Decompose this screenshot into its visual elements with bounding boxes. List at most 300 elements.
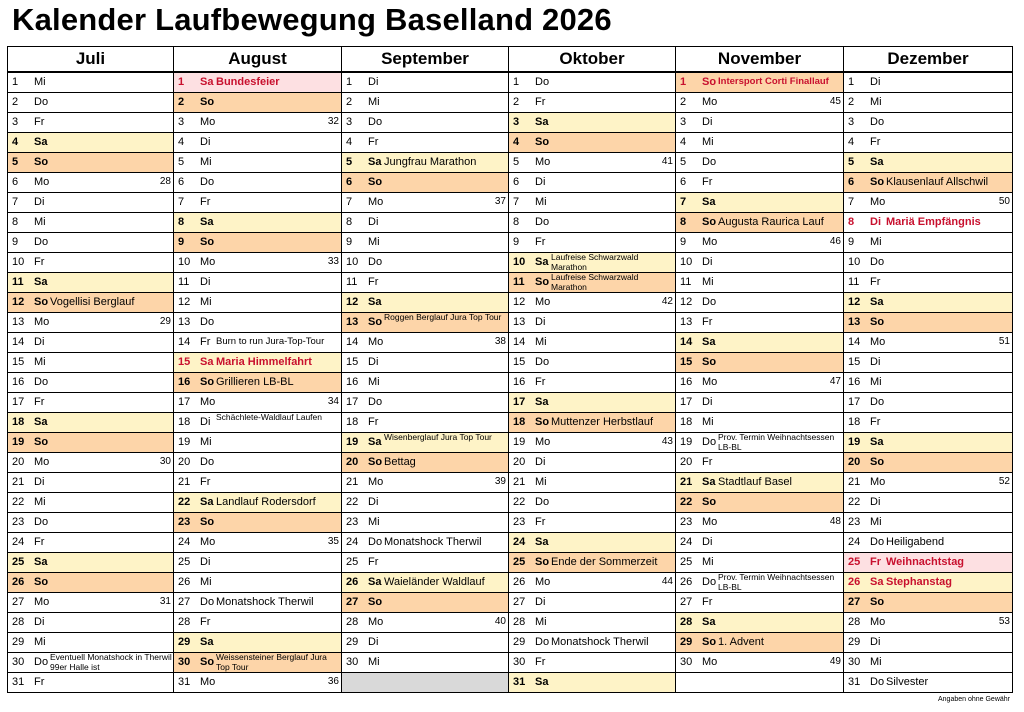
day-cell[interactable] [509,613,676,633]
day-cell[interactable] [844,493,1013,513]
day-cell[interactable] [342,273,509,293]
day-cell[interactable] [8,113,174,133]
day-cell[interactable] [844,273,1013,293]
day-cell[interactable] [844,513,1013,533]
day-cell[interactable] [509,413,676,433]
day-cell[interactable] [844,373,1013,393]
day-cell[interactable] [174,493,342,513]
day-cell[interactable] [342,613,509,633]
day-cell[interactable] [174,653,342,673]
event-label: Monatshock Therwil [551,636,649,648]
day-cell[interactable] [8,133,174,153]
day-cell[interactable] [8,593,174,613]
day-cell[interactable] [676,613,844,633]
day-cell[interactable] [342,213,509,233]
day-number: 13 [513,316,526,328]
day-cell[interactable] [342,413,509,433]
day-cell[interactable] [174,413,342,433]
weekday-label: Mo [200,536,216,548]
day-number: 16 [12,376,25,388]
day-cell[interactable] [8,153,174,173]
weekday-label: Mi [702,276,714,288]
day-number: 12 [680,296,693,308]
day-cell[interactable] [342,93,509,113]
day-cell[interactable] [844,393,1013,413]
day-number: 1 [848,76,855,88]
weekday-label: Sa [368,156,382,168]
day-number: 25 [848,556,861,568]
day-cell[interactable] [844,293,1013,313]
day-number: 17 [848,396,861,408]
weekday-label: Do [870,116,885,128]
day-cell[interactable] [342,493,509,513]
day-number: 4 [346,136,353,148]
day-cell[interactable] [174,553,342,573]
day-cell[interactable] [509,513,676,533]
day-cell[interactable] [676,153,844,173]
day-cell[interactable] [509,113,676,133]
day-cell[interactable] [174,133,342,153]
day-cell[interactable] [174,373,342,393]
weekday-label: Fr [200,476,211,488]
day-cell[interactable] [844,213,1013,233]
weekday-label: Mo [870,476,886,488]
day-cell[interactable] [676,333,844,353]
day-number: 7 [848,196,855,208]
day-cell[interactable] [509,553,676,573]
day-cell[interactable] [342,593,509,613]
weekday-label: Mi [368,236,380,248]
day-cell[interactable] [676,353,844,373]
day-number: 1 [513,76,520,88]
day-cell[interactable] [8,313,174,333]
day-cell[interactable] [509,273,676,293]
day-cell[interactable] [342,333,509,353]
day-cell[interactable] [8,253,174,273]
day-cell[interactable] [8,533,174,553]
day-number: 21 [346,476,359,488]
day-cell[interactable] [509,193,676,213]
day-cell[interactable] [174,93,342,113]
day-cell[interactable] [676,433,844,453]
day-number: 16 [178,376,191,388]
day-row [8,413,1013,433]
day-number: 6 [513,176,520,188]
weekday-label: Di [34,336,45,348]
day-cell[interactable] [676,233,844,253]
day-cell[interactable] [509,673,676,693]
day-cell[interactable] [509,72,676,93]
weekday-label: Mo [200,396,216,408]
day-cell[interactable] [509,533,676,553]
day-cell[interactable] [8,173,174,193]
day-number: 9 [848,236,855,248]
day-cell[interactable] [844,413,1013,433]
day-cell[interactable] [509,373,676,393]
weekday-label: So [368,456,383,468]
day-cell[interactable] [174,353,342,373]
week-number: 43 [661,436,673,447]
day-cell[interactable] [342,373,509,393]
day-cell[interactable] [8,353,174,373]
weekday-label: Fr [368,556,379,568]
day-number: 23 [346,516,359,528]
day-cell[interactable] [174,293,342,313]
weekday-label: Sa [535,256,549,268]
weekday-label: Do [870,536,885,548]
day-cell[interactable] [509,133,676,153]
day-cell[interactable] [342,293,509,313]
day-cell[interactable] [509,653,676,673]
day-cell[interactable] [342,253,509,273]
day-cell[interactable] [8,373,174,393]
day-cell[interactable] [676,593,844,613]
day-cell[interactable] [676,72,844,93]
day-number: 28 [680,616,693,628]
day-number: 2 [346,96,353,108]
day-cell[interactable] [509,313,676,333]
day-cell[interactable] [8,193,174,213]
day-cell[interactable] [509,213,676,233]
day-cell[interactable] [8,333,174,353]
weekday-label: Fr [870,556,881,568]
day-cell[interactable] [174,593,342,613]
week-number: 33 [327,256,339,267]
weekday-label: Do [702,436,717,448]
day-cell[interactable] [844,313,1013,333]
day-cell[interactable] [174,333,342,353]
day-row [8,173,1013,193]
weekday-label: Mi [34,636,46,648]
day-cell[interactable] [8,213,174,233]
day-cell[interactable] [8,233,174,253]
day-cell[interactable] [174,433,342,453]
day-cell[interactable] [174,153,342,173]
day-cell[interactable] [8,633,174,653]
day-cell[interactable] [844,593,1013,613]
weekday-label: Di [368,496,379,508]
day-number: 19 [680,436,693,448]
event-label: Wisenberglauf Jura Top Tour [384,432,492,442]
day-row [8,473,1013,493]
day-row [8,113,1013,133]
day-cell[interactable] [342,113,509,133]
day-cell[interactable] [8,93,174,113]
day-number: 18 [848,416,861,428]
event-label: Laufreise Schwarzwald Marathon [551,252,639,272]
day-number: 13 [848,316,861,328]
event-label: Klausenlauf Allschwil [886,176,989,188]
day-cell[interactable] [676,93,844,113]
weekday-label: Mi [870,656,882,668]
day-cell[interactable] [844,553,1013,573]
day-cell[interactable] [8,413,174,433]
day-number: 10 [848,256,861,268]
month-header-juli: Juli [8,47,174,73]
day-cell[interactable] [844,153,1013,173]
day-cell[interactable] [844,673,1013,693]
day-cell[interactable] [844,233,1013,253]
day-cell[interactable] [342,573,509,593]
day-cell[interactable] [676,633,844,653]
day-cell[interactable] [8,553,174,573]
day-cell[interactable] [676,513,844,533]
day-cell[interactable] [174,673,342,693]
day-cell[interactable] [8,433,174,453]
day-cell[interactable] [342,673,509,693]
day-cell[interactable] [8,293,174,313]
event-label: Mariä Empfängnis [886,216,981,228]
day-cell[interactable] [342,453,509,473]
day-cell[interactable] [509,233,676,253]
day-cell[interactable] [676,133,844,153]
weekday-label: Fr [34,116,45,128]
day-row [8,313,1013,333]
day-cell[interactable] [8,673,174,693]
day-cell[interactable] [844,93,1013,113]
day-cell[interactable] [174,633,342,653]
day-cell[interactable] [8,573,174,593]
day-cell[interactable] [844,633,1013,653]
day-number: 29 [178,636,191,648]
day-cell[interactable] [174,273,342,293]
weekday-label: Fr [535,236,546,248]
day-cell[interactable] [676,493,844,513]
day-number: 19 [513,436,526,448]
day-cell[interactable] [676,113,844,133]
day-cell[interactable] [509,253,676,273]
day-cell[interactable] [8,393,174,413]
day-cell[interactable] [342,193,509,213]
day-cell[interactable] [676,273,844,293]
weekday-label: Mo [200,676,216,688]
week-number: 28 [159,176,171,187]
day-cell[interactable] [676,673,844,693]
day-cell[interactable] [676,473,844,493]
day-cell[interactable] [676,313,844,333]
day-number: 12 [346,296,359,308]
day-cell[interactable] [509,633,676,653]
day-cell[interactable] [509,473,676,493]
day-cell[interactable] [174,573,342,593]
day-cell[interactable] [342,233,509,253]
day-number: 21 [680,476,693,488]
day-cell[interactable] [844,173,1013,193]
day-cell[interactable] [844,333,1013,353]
day-cell[interactable] [844,193,1013,213]
day-cell[interactable] [676,653,844,673]
week-number: 34 [327,396,339,407]
weekday-label: Mi [34,76,46,88]
day-cell[interactable] [8,513,174,533]
day-cell[interactable] [844,133,1013,153]
day-cell[interactable] [844,253,1013,273]
day-cell[interactable] [174,313,342,333]
day-cell[interactable] [509,493,676,513]
day-cell[interactable] [8,493,174,513]
day-number: 11 [513,276,525,288]
day-cell[interactable] [174,393,342,413]
day-cell[interactable] [174,453,342,473]
day-cell[interactable] [342,153,509,173]
day-cell[interactable] [844,113,1013,133]
day-cell[interactable] [844,473,1013,493]
day-cell[interactable] [342,473,509,493]
day-cell[interactable] [676,533,844,553]
day-cell[interactable] [174,613,342,633]
weekday-label: Do [34,516,49,528]
day-cell[interactable] [509,93,676,113]
weekday-label: Di [34,196,45,208]
week-number: 40 [494,616,506,627]
day-cell[interactable] [8,473,174,493]
day-number: 24 [346,536,359,548]
day-cell[interactable] [342,533,509,553]
day-number: 22 [346,496,359,508]
day-cell[interactable] [174,513,342,533]
day-cell[interactable] [8,453,174,473]
weekday-label: Mi [34,496,46,508]
day-number: 22 [680,496,693,508]
day-cell[interactable] [174,233,342,253]
event-label: Prov. Termin Weihnachtsessen LB-BL [718,572,835,592]
weekday-label: Di [870,216,881,228]
day-number: 15 [178,356,191,368]
weekday-label: So [200,656,215,668]
day-cell[interactable] [509,333,676,353]
day-cell[interactable] [342,433,509,453]
day-cell[interactable] [844,453,1013,473]
weekday-label: Mo [702,96,718,108]
weekday-label: Mi [200,296,212,308]
day-row [8,93,1013,113]
day-cell[interactable] [676,453,844,473]
day-number: 16 [680,376,693,388]
day-cell[interactable] [342,553,509,573]
day-number: 9 [178,236,185,248]
day-number: 30 [513,656,526,668]
day-cell[interactable] [174,473,342,493]
weekday-label: Mo [870,336,886,348]
day-cell[interactable] [174,253,342,273]
weekday-label: Do [535,636,550,648]
day-cell[interactable] [342,633,509,653]
weekday-label: Do [34,656,49,668]
day-cell[interactable] [676,413,844,433]
day-cell[interactable] [8,273,174,293]
day-cell[interactable] [342,173,509,193]
day-cell[interactable] [509,293,676,313]
day-number: 11 [848,276,860,288]
day-cell[interactable] [676,553,844,573]
week-number: 48 [829,516,841,527]
day-number: 3 [178,116,185,128]
day-cell[interactable] [844,573,1013,593]
weekday-label: Do [34,376,49,388]
day-cell[interactable] [509,153,676,173]
day-cell[interactable] [676,213,844,233]
day-cell[interactable] [844,433,1013,453]
day-cell[interactable] [676,573,844,593]
day-number: 21 [848,476,861,488]
day-cell[interactable] [844,353,1013,373]
day-cell[interactable] [8,653,174,673]
day-cell[interactable] [342,133,509,153]
day-cell[interactable] [844,653,1013,673]
day-cell[interactable] [342,393,509,413]
day-number: 21 [513,476,526,488]
day-cell[interactable] [342,72,509,93]
day-cell[interactable] [342,353,509,373]
weekday-label: Sa [870,576,884,588]
weekday-label: Mo [368,616,384,628]
day-cell[interactable] [509,393,676,413]
day-number: 26 [178,576,191,588]
day-cell[interactable] [8,613,174,633]
day-cell[interactable] [174,213,342,233]
weekday-label: Mo [535,436,551,448]
day-cell[interactable] [676,373,844,393]
day-cell[interactable] [509,593,676,613]
day-number: 18 [346,416,359,428]
day-number: 4 [12,136,19,148]
weekday-label: Di [535,316,546,328]
weekday-label: Di [870,636,881,648]
day-number: 27 [513,596,526,608]
day-cell[interactable] [174,72,342,93]
weekday-label: Fr [535,656,546,668]
day-cell[interactable] [676,393,844,413]
day-cell[interactable] [676,173,844,193]
day-cell[interactable] [509,453,676,473]
day-cell[interactable] [509,573,676,593]
day-number: 4 [680,136,687,148]
day-number: 7 [680,196,687,208]
day-cell[interactable] [342,313,509,333]
event-label: Bettag [384,456,416,468]
day-cell[interactable] [174,113,342,133]
day-cell[interactable] [844,72,1013,93]
day-number: 5 [12,156,19,168]
day-number: 26 [680,576,693,588]
weekday-label: Mi [368,656,380,668]
weekday-label: Sa [870,296,884,308]
day-cell[interactable] [844,613,1013,633]
day-cell[interactable] [342,513,509,533]
weekday-label: Do [870,676,885,688]
weekday-label: Do [368,116,383,128]
month-header-row [8,47,1013,73]
day-cell[interactable] [844,533,1013,553]
day-cell[interactable] [676,253,844,273]
day-cell[interactable] [174,193,342,213]
day-cell[interactable] [509,173,676,193]
weekday-label: Mi [702,556,714,568]
day-cell[interactable] [8,72,174,93]
day-number: 26 [12,576,25,588]
day-number: 15 [346,356,359,368]
day-cell[interactable] [342,653,509,673]
day-cell[interactable] [509,353,676,373]
day-cell[interactable] [676,293,844,313]
day-cell[interactable] [174,173,342,193]
day-cell[interactable] [174,533,342,553]
week-number: 39 [494,476,506,487]
day-cell[interactable] [509,433,676,453]
day-row [8,133,1013,153]
weekday-label: Mi [34,216,46,228]
day-cell[interactable] [676,193,844,213]
